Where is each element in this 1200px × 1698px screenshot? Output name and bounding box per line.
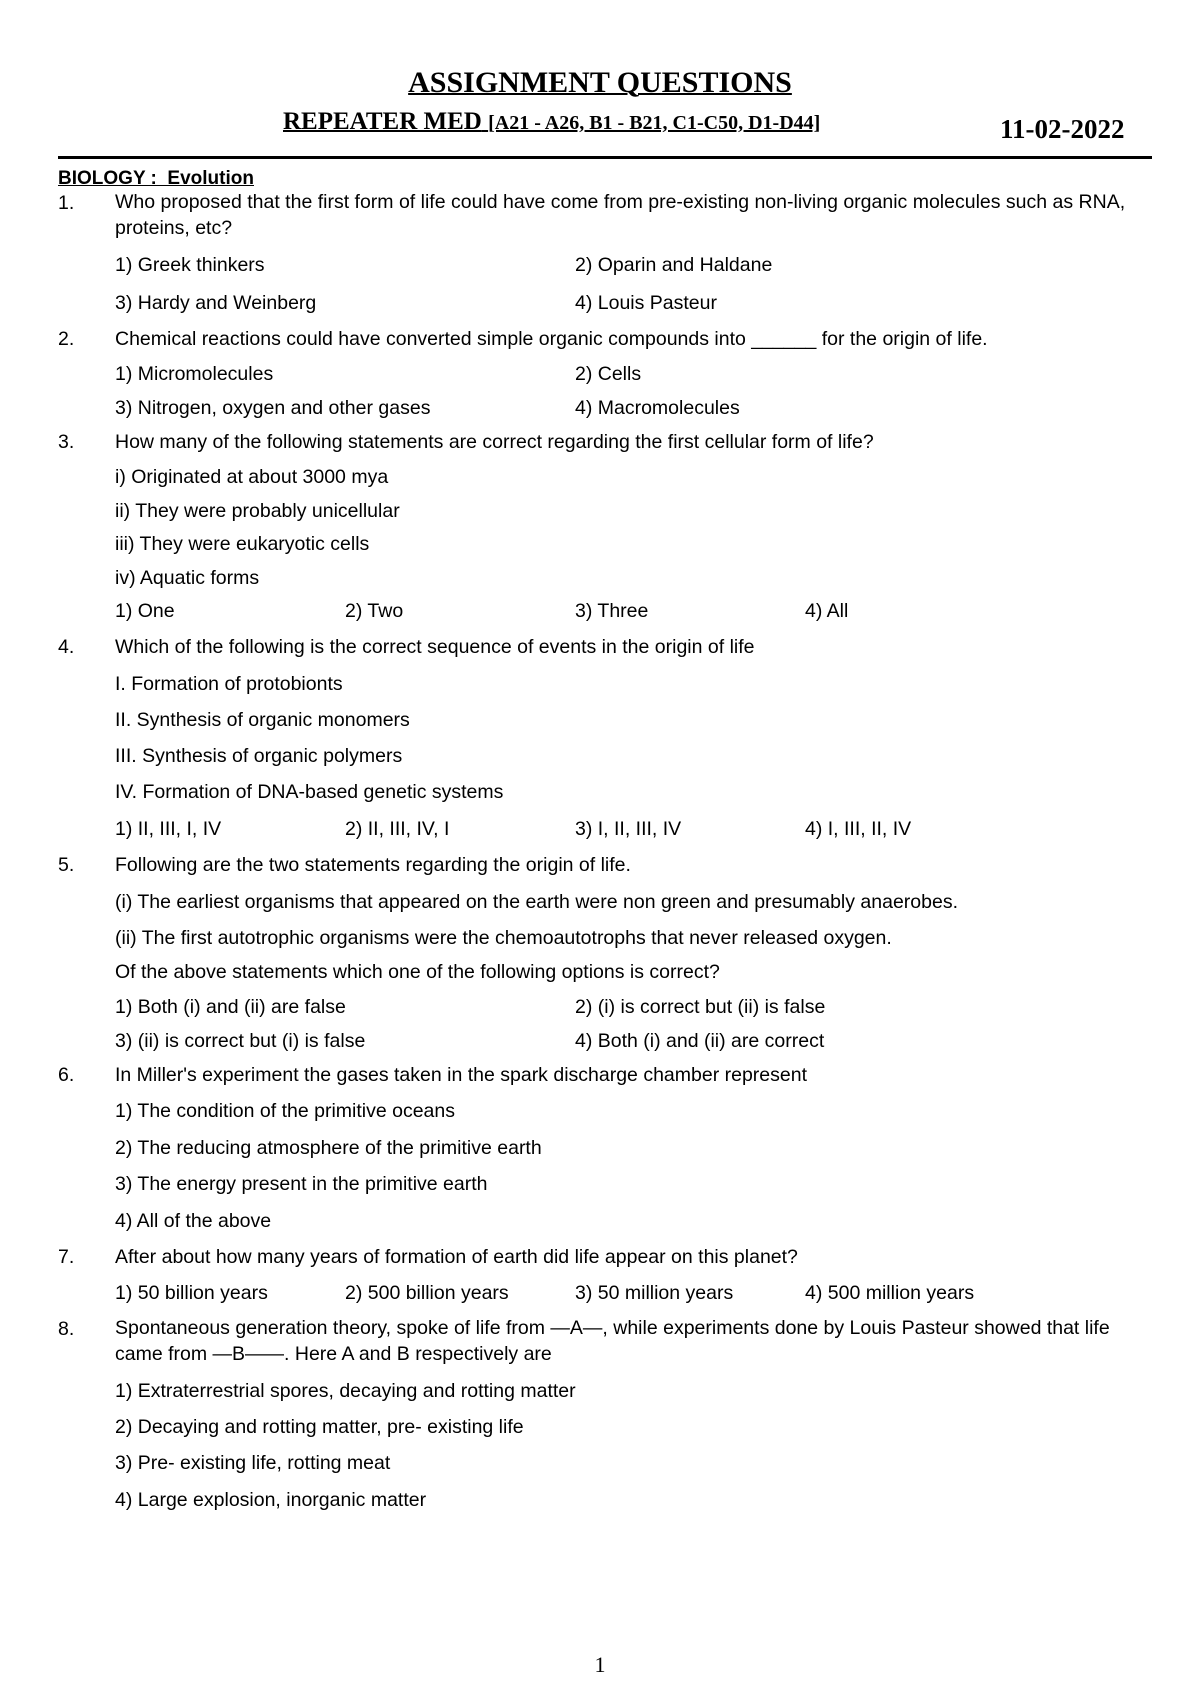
question-number: 6. xyxy=(58,1064,75,1086)
option: 3) Nitrogen, oxygen and other gases xyxy=(115,397,431,419)
header-divider xyxy=(58,156,1152,159)
option: 1) Extraterrestrial spores, decaying and rotting matter xyxy=(115,1380,576,1402)
question-text: Spontaneous generation theory, spoke of life from —A—, while experiments done by Louis Pasteur showed that life came from —B——. Here A and B respectively are xyxy=(115,1317,1110,1365)
option: 1) Both (i) and (ii) are false xyxy=(115,996,346,1018)
question-text: After about how many years of formation of earth did life appear on this planet? xyxy=(115,1246,798,1268)
question-text: Chemical reactions could have converted simple organic compounds into ______ for the origin of life. xyxy=(115,328,988,350)
option: 2) The reducing atmosphere of the primitive earth xyxy=(115,1137,542,1159)
option: 1) One xyxy=(115,600,175,622)
batch-list: [A21 - A26, B1 - B21, C1-C50, D1-D44] xyxy=(488,112,821,134)
section-heading: BIOLOGY : Evolution xyxy=(58,168,254,189)
option: 4) 500 million years xyxy=(805,1282,975,1304)
option: 3) Hardy and Weinberg xyxy=(115,292,317,314)
page-title: ASSIGNMENT QUESTIONS xyxy=(408,66,792,99)
question-text: Following are the two statements regarding the origin of life. xyxy=(115,854,631,876)
option: 4) Macromolecules xyxy=(575,397,740,419)
option: 1) 50 billion years xyxy=(115,1282,268,1304)
question-number: 7. xyxy=(58,1246,75,1268)
statement: I. Formation of protobionts xyxy=(115,673,343,695)
option: 1) Micromolecules xyxy=(115,363,274,385)
statement: iv) Aquatic forms xyxy=(115,567,260,589)
option: 2) Oparin and Haldane xyxy=(575,254,773,276)
option: 3) Pre- existing life, rotting meat xyxy=(115,1452,391,1474)
question-text: How many of the following statements are correct regarding the first cellular form of life? xyxy=(115,431,874,453)
option: 2) 500 billion years xyxy=(345,1282,509,1304)
option: 3) 50 million years xyxy=(575,1282,734,1304)
option: 2) II, III, IV, I xyxy=(345,818,450,840)
option: 3) The energy present in the primitive earth xyxy=(115,1173,488,1195)
option: 2) (i) is correct but (ii) is false xyxy=(575,996,826,1018)
statement: IV. Formation of DNA-based genetic systems xyxy=(115,781,504,803)
question-text: Which of the following is the correct sequence of events in the origin of life xyxy=(115,636,755,658)
question-number: 8. xyxy=(58,1318,75,1340)
option: 2) Cells xyxy=(575,363,642,385)
option: 2) Decaying and rotting matter, pre- existing life xyxy=(115,1416,524,1438)
batch-subtitle xyxy=(283,108,820,136)
statement: ii) They were probably unicellular xyxy=(115,500,400,522)
question-number: 5. xyxy=(58,854,75,876)
option: 4) Louis Pasteur xyxy=(575,292,717,314)
question-text: In Miller's experiment the gases taken in the spark discharge chamber represent xyxy=(115,1064,807,1086)
statement: (i) The earliest organisms that appeared on the earth were non green and presumably anaerobes. xyxy=(115,891,958,913)
option: 4) Both (i) and (ii) are correct xyxy=(575,1030,825,1052)
option: 3) I, II, III, IV xyxy=(575,818,682,840)
statement: iii) They were eukaryotic cells xyxy=(115,533,370,555)
assignment-date: 11-02-2022 xyxy=(1000,114,1125,144)
course-name: REPEATER MED xyxy=(283,108,482,135)
question-number: 3. xyxy=(58,431,75,453)
option: 4) Large explosion, inorganic matter xyxy=(115,1489,427,1511)
statement: (ii) The first autotrophic organisms were the chemoautotrophs that never released oxygen. xyxy=(115,927,892,949)
statement: III. Synthesis of organic polymers xyxy=(115,745,403,767)
statement: II. Synthesis of organic monomers xyxy=(115,709,410,731)
option: 3) (ii) is correct but (i) is false xyxy=(115,1030,366,1052)
option: 1) Greek thinkers xyxy=(115,254,265,276)
statement: i) Originated at about 3000 mya xyxy=(115,466,389,488)
question-number: 4. xyxy=(58,636,75,658)
page-number: 1 xyxy=(594,1652,606,1677)
question-number: 2. xyxy=(58,328,75,350)
option: 4) All xyxy=(805,600,849,622)
question-number: 1. xyxy=(58,192,75,214)
option: 4) All of the above xyxy=(115,1210,272,1232)
question-text: Who proposed that the first form of life could have come from pre-existing non-living organic molecules such as RNA, proteins, etc? xyxy=(115,191,1126,239)
option: 1) The condition of the primitive oceans xyxy=(115,1100,455,1122)
option: 4) I, III, II, IV xyxy=(805,818,912,840)
statement: Of the above statements which one of the following options is correct? xyxy=(115,961,720,983)
option: 1) II, III, I, IV xyxy=(115,818,222,840)
option: 2) Two xyxy=(345,600,404,622)
option: 3) Three xyxy=(575,600,649,622)
